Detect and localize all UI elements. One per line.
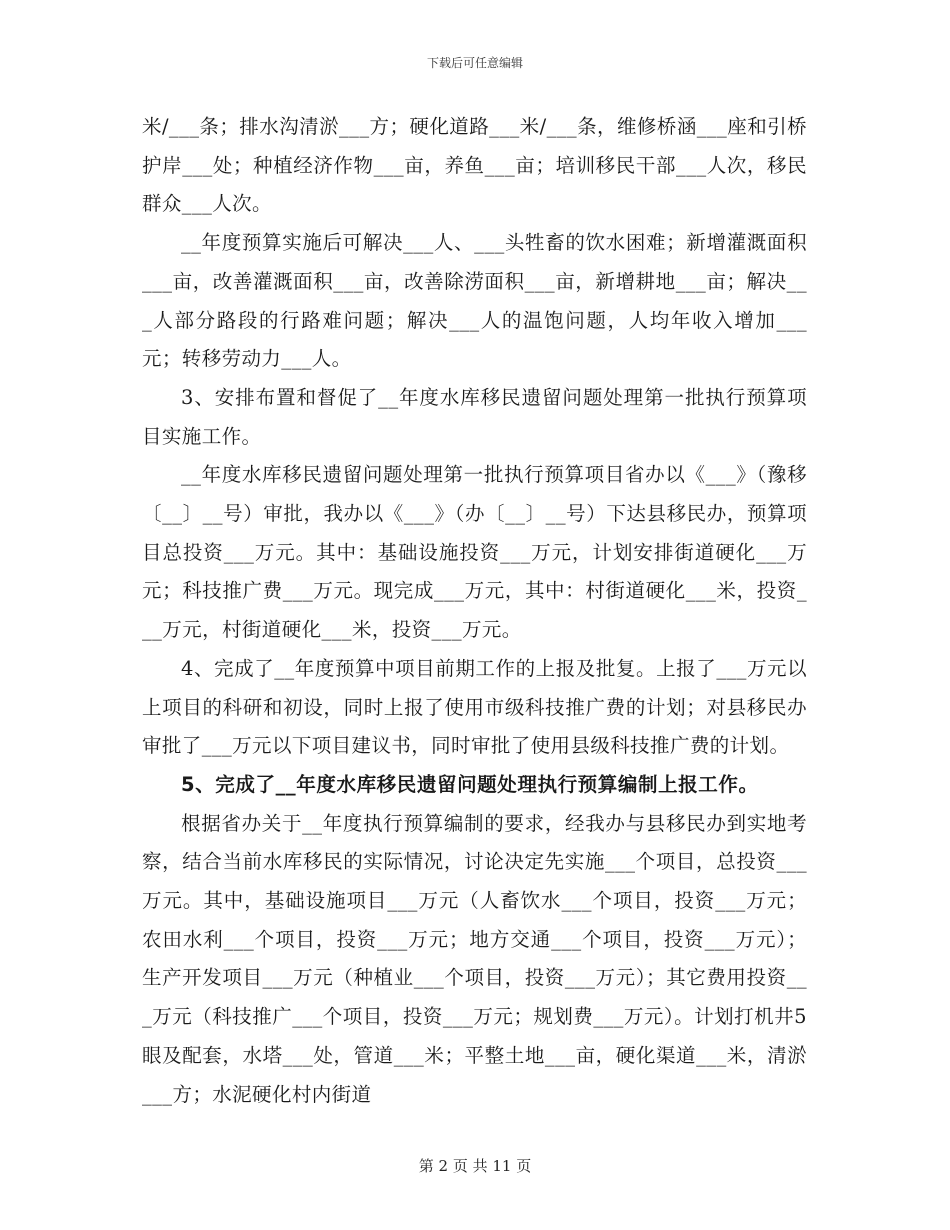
page-header: 下载后可任意编辑 [426,56,523,70]
page-number: 第 2 页 共 11 页 [418,1157,532,1175]
paragraph-6: 根据省办关于__年度执行预算编制的要求，经我办与县移民办到实地考察，结合当前水库移民的实际情况，讨论决定先实施___个项目，总投资___万元。其中，基础设施项目___万元（人畜饮水___个项目，投资___万元；农田水利___个项目，投资___万元；地方交通___个项目，投资___万元）；生产开发项目___万元（种植业___个项目，投资___万元）；其它费用投资___万元（科技推广___个项目，投资___万元；规划费___万元）。计划打机井5眼及配套，水塔___处，管道___米；平整土地___亩，硬化渠道___米，清淤___方；水泥硬化村内街道 [142,811,807,1106]
paragraph-4: __年度水库移民遗留问题处理第一批执行预算项目省办以《___》（豫移〔__〕__号）审批，我办以《___》（办〔__〕__号）下达县移民办，预算项目总投资___万元。其中：基础设施投资___万元，计划安排街道硬化___万元；科技推广费___万元。现完成___万元，其中：村街道硬化___米，投资___万元，村街道硬化___米，投资___万元。 [142,463,807,642]
document-body [142,108,807,1114]
paragraph-2: __年度预算实施后可解决___人、___头牲畜的饮水困难；新增灌溉面积___亩，改善灌溉面积___亩，改善除涝面积___亩，新增耕地___亩；解决___人部分路段的行路难问题；解决___人的温饱问题，人均年收入增加___元；转移劳动力___人。 [142,231,807,371]
paragraph-3: 3、安排布置和督促了__年度水库移民遗留问题处理第一批执行预算项目实施工作。 [142,385,807,448]
section-heading-5: 5、完成了__年度水库移民遗留问题处理执行预算编制上报工作。 [181,772,759,796]
paragraph-5: 4、完成了__年度预算中项目前期工作的上报及批复。上报了___万元以上项目的科研和初设，同时上报了使用市级科技推广费的计划；对县移民办审批了___万元以下项目建议书，同时审批了使用县级科技推广费的计划。 [142,656,807,758]
paragraph-1: 米/___条；排水沟清淤___方；硬化道路___米/___条，维修桥涵___座和引桥护岸___处；种植经济作物___亩，养鱼___亩；培训移民干部___人次，移民群众___人次。 [142,115,807,216]
